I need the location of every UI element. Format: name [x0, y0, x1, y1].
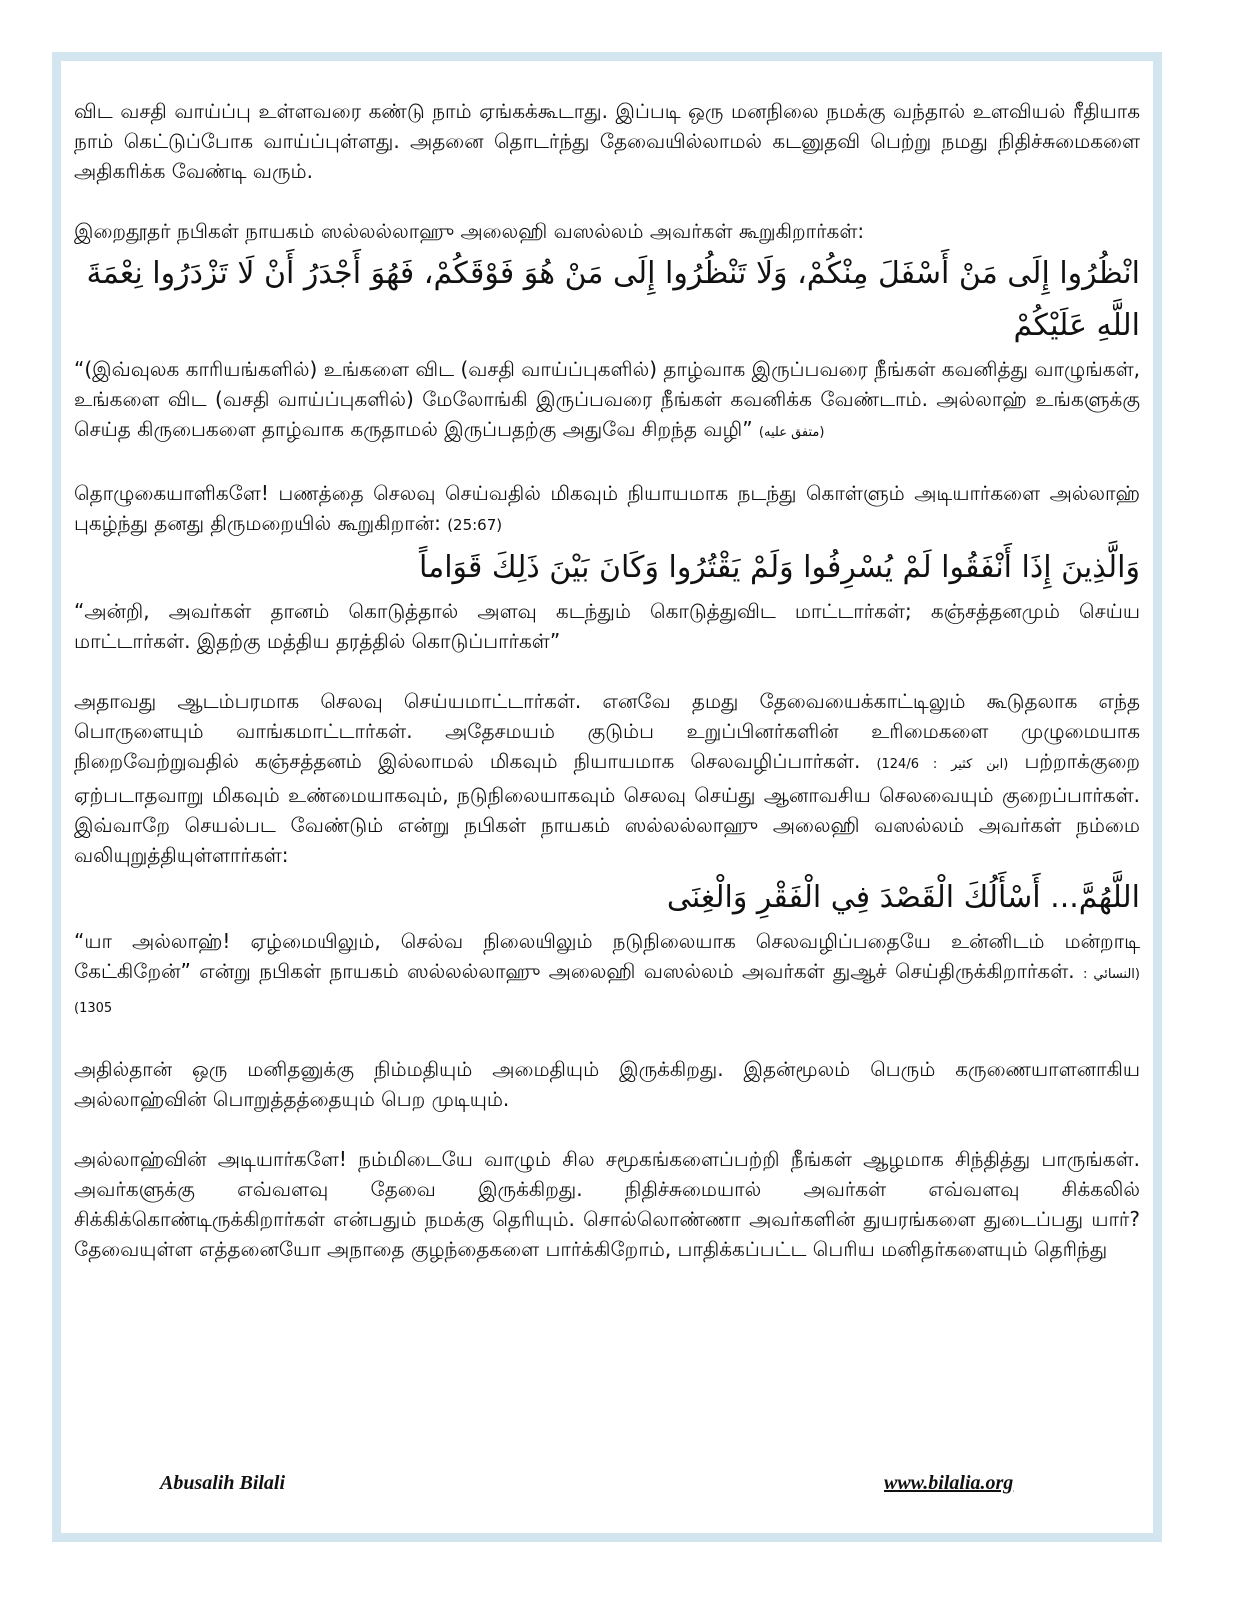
paragraph-8: அதில்தான் ஒரு மனிதனுக்கு நிம்மதியும் அமைதியும் இருக்கிறது. இதன்மூலம் பெரும் கருணையாளனாகிய அல்லாஹ்வின் பொறுத்தத்தையும் பெற முடியும். [74, 1057, 1140, 1111]
paragraph-3-reference: (متفق عليه) [758, 425, 825, 440]
paragraph-3 [74, 354, 1140, 448]
arabic-hadith-1: انْظُرُوا إِلَى مَنْ أَسْفَلَ مِنْكُمْ، وَلَا تَنْظُرُوا إِلَى مَنْ هُوَ فَوْقَكُمْ، فَهُوَ أَجْدَرُ أَنْ لَا تَزْدَرُوا نِعْمَةَ اللَّهِ عَلَيْكُمْ [86, 256, 1140, 343]
paragraph-6-reference: (ابن كثير : 124/6) [876, 757, 1009, 772]
arabic-verse: وَالَّذِينَ إِذَا أَنْفَقُوا لَمْ يُسْرِفُوا وَلَمْ يَقْتُرُوا وَكَانَ بَيْنَ ذَلِكَ قَوَاماً [419, 550, 1140, 585]
paragraph-4-reference: (25:67) [447, 516, 503, 534]
paragraph-3-text: “(இவ்வுலக காரியங்களில்) உங்களை விட (வசதி வாய்ப்புகளில்) தாழ்வாக இருப்பவரை நீங்கள் கவனித்து வாழுங்கள், உங்களை விட (வசதி வாய்ப்புகளில்) மேலோங்கி இருப்பவரை நீங்கள் கவனிக்க வேண்டாம். அல்லாஹ் உங்களுக்கு செய்த கிருபைகளை தாழ்வாக கருதாமல் இருப்பதற்கு அதுவே சிறந்த வழி” [74, 357, 1140, 441]
footer-website-link[interactable]: www.bilalia.org [884, 1472, 1014, 1494]
arabic-dua: اللَّهُمَّ... أَسْأَلُكَ الْقَصْدَ فِي الْفَقْرِ وَالْغِنَى [666, 880, 1140, 915]
paragraph-2: இறைதூதர் நபிகள் நாயகம் ஸல்லல்லாஹு அலைஹி வஸல்லம் அவர்கள் கூறுகிறார்கள்: [74, 219, 865, 243]
paragraph-6 [74, 686, 1140, 870]
paragraph-7-reference: (النسائي : 1305) [74, 967, 1140, 1016]
paragraph-7-text: “யா அல்லாஹ்! ஏழ்மையிலும், செல்வ நிலையிலும் நடுநிலையாக செலவழிப்பதையே உன்னிடம் மன்றாடி கேட்கிறேன்” என்று நபிகள் நாயகம் ஸல்லல்லாஹு அலைஹி வஸல்லம் அவர்கள் துஆச் செய்திருக்கிறார்கள். [74, 929, 1140, 983]
footer-author: Abusalih Bilali [160, 1472, 286, 1494]
paragraph-6-text-b: பற்றாக்குறை ஏற்படாதவாறு மிகவும் உண்மையாகவும், நடுநிலையாகவும் செலவு செய்து ஆனாவசிய செலவையும் குறைப்பார்கள். இவ்வாறே செயல்பட வேண்டும் என்று நபிகள் நாயகம் ஸல்லல்லாஹு அலைஹி வஸல்லம் அவர்கள் நம்மை வலியுறுத்தியுள்ளார்கள்: [74, 749, 1141, 867]
paragraph-4 [74, 478, 1140, 540]
paragraph-5: “அன்றி, அவர்கள் தானம் கொடுத்தால் அளவு கடந்தும் கொடுத்துவிட மாட்டார்கள்; கஞ்சத்தனமும் செய்ய மாட்டார்கள். இதற்கு மத்திய தரத்தில் கொடுப்பார்கள்” [74, 599, 1140, 653]
paragraph-6-text-a: அதாவது ஆடம்பரமாக செலவு செய்யமாட்டார்கள். எனவே தமது தேவையைக்காட்டிலும் கூடுதலாக எந்த பொருளையும் வாங்கமாட்டார்கள். அதேசமயம் குடும்ப உறுப்பினர்களின் உரிமைகளை முழுமையாக நிறைவேற்றுவதில் கஞ்சத்தனம் இல்லாமல் மிகவும் நியாயமாக செலவழிப்பார்கள். [74, 689, 1140, 773]
paragraph-9: அல்லாஹ்வின் அடியார்களே! நம்மிடையே வாழும் சில சமூகங்களைப்பற்றி நீங்கள் ஆழமாக சிந்தித்து பாருங்கள். அவர்களுக்கு எவ்வளவு தேவை இருக்கிறது. நிதிச்சுமையால் அவர்கள் எவ்வளவு சிக்கலில் சிக்கிக்கொண்டிருக்கிறார்கள் என்பதும் நமக்கு தெரியும். சொல்லொண்ணா அவர்களின் துயரங்களை துடைப்பது யார்? தேவையுள்ள எத்தனையோ அநாதை குழந்தைகளை பார்க்கிறோம், பாதிக்கப்பட்ட பெரிய மனிதர்களையும் தெரிந்து [74, 1147, 1140, 1261]
paragraph-7 [74, 926, 1140, 1024]
paragraph-1: விட வசதி வாய்ப்பு உள்ளவரை கண்டு நாம் ஏங்கக்கூடாது. இப்படி ஒரு மனநிலை நமக்கு வந்தால் உளவியல் ரீதியாக நாம் கெட்டுப்போக வாய்ப்புள்ளது. அதனை தொடர்ந்து தேவையில்லாமல் கடனுதவி பெற்று நமது நிதிச்சுமைகளை அதிகரிக்க வேண்டி வரும். [74, 99, 1141, 183]
document-body [74, 96, 1140, 1264]
paragraph-4-text: தொழுகையாளிகளே! பணத்தை செலவு செய்வதில் மிகவும் நியாயமாக நடந்து கொள்ளும் அடியார்களை அல்லாஹ் புகழ்ந்து தனது திருமறையில் கூறுகிறான்: [74, 481, 1140, 535]
